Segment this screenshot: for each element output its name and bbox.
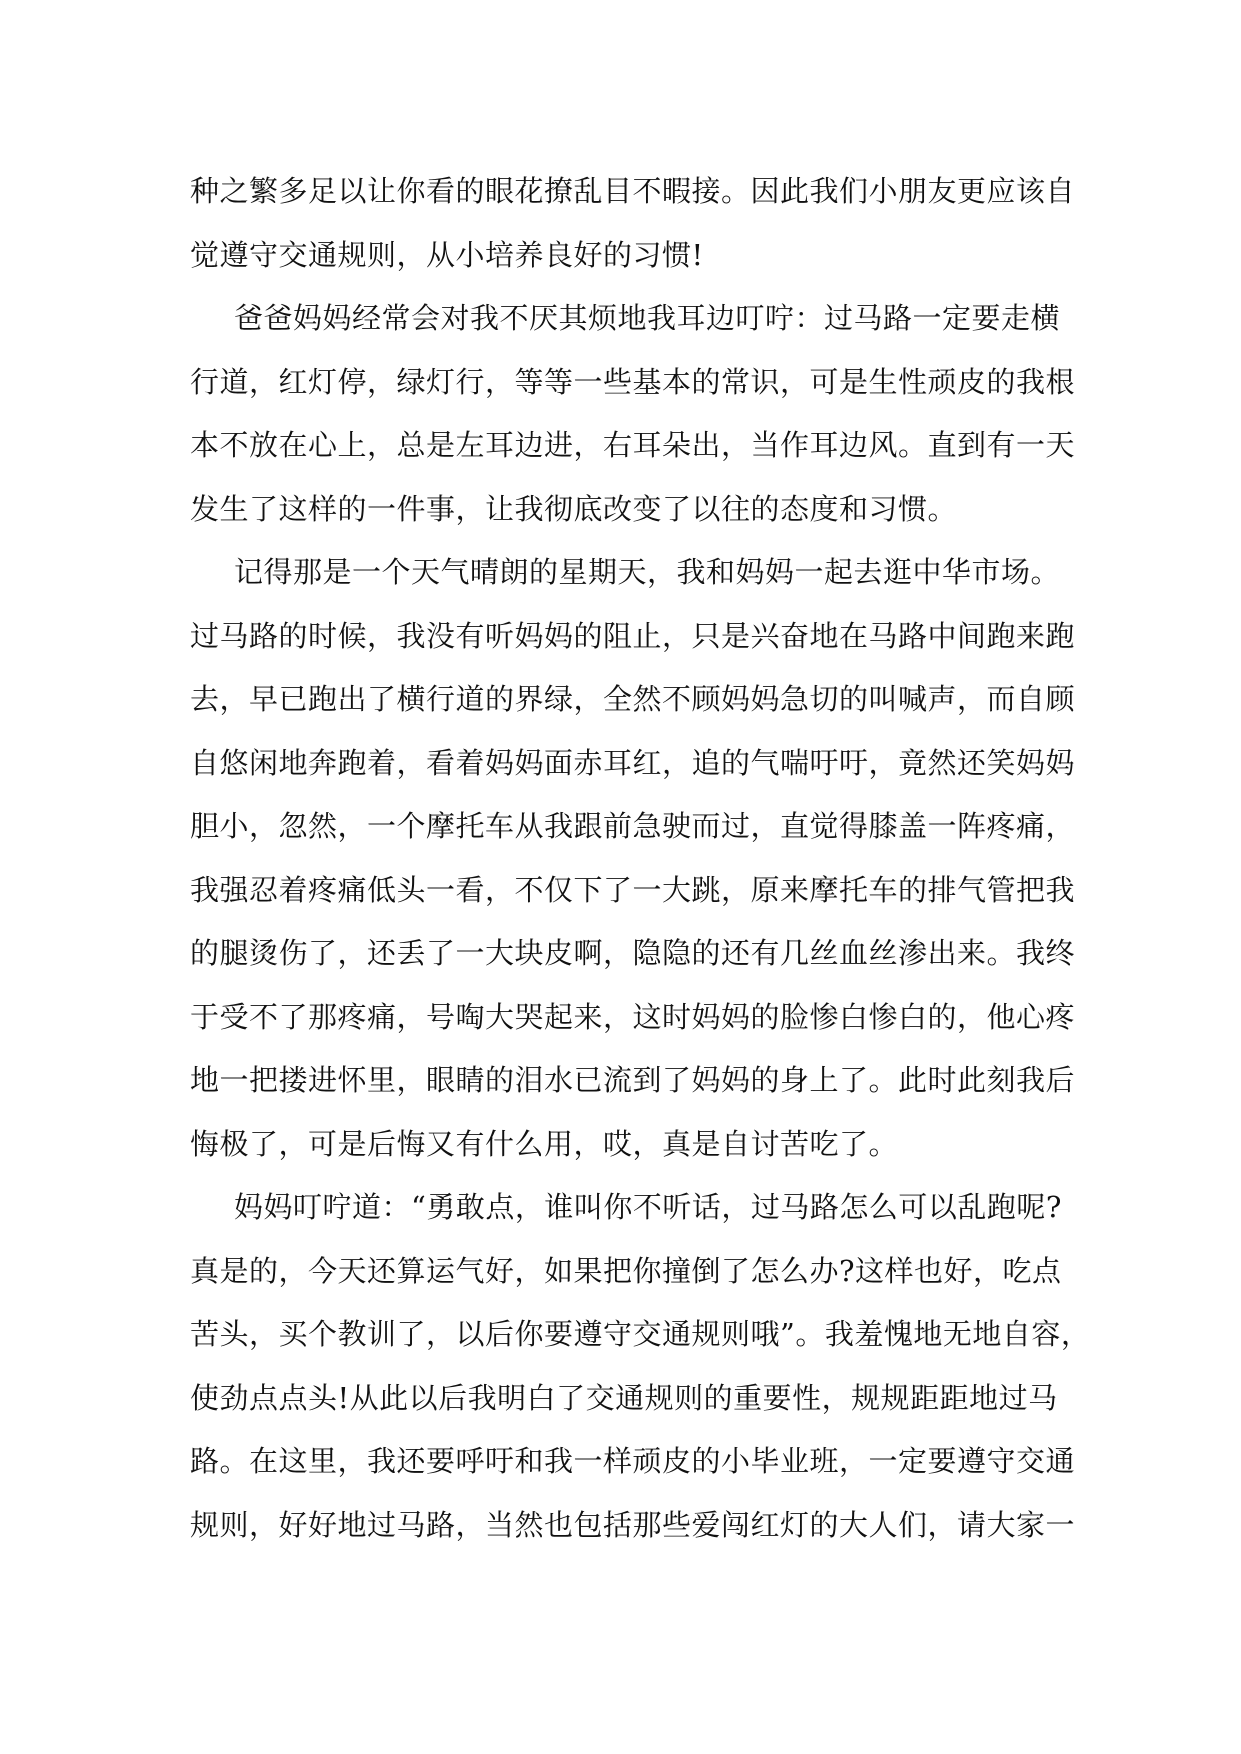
- text-line-18: 真是的，今天还算运气好，如果把你撞倒了怎么办?这样也好，吃点: [190, 1253, 1062, 1288]
- text-line-9: 去，早已跑出了横行道的界绿，全然不顾妈妈急切的叫喊声，而自顾: [190, 682, 1076, 716]
- text-line-13: 的腿烫伤了，还丢了一大块皮啊，隐隐的还有几丝血丝渗出来。我终: [190, 936, 1076, 970]
- text-line-4: 行道，红灯停，绿灯行，等等一些基本的常识，可是生性顽皮的我根: [190, 364, 1076, 399]
- text-line-2: 觉遵守交通规则，从小培养良好的习惯!: [190, 237, 704, 272]
- text-line-5: 本不放在心上，总是左耳边进，右耳朵出，当作耳边风。直到有一天: [190, 428, 1076, 462]
- text-line-17: 妈妈叮咛道：“勇敢点，谁叫你不听话，过马路怎么可以乱跑呢?: [234, 1190, 1062, 1224]
- text-line-14: 于受不了那疼痛，号啕大哭起来，这时妈妈的脸惨白惨白的，他心疼: [190, 999, 1076, 1034]
- text-line-7: 记得那是一个天气晴朗的星期天，我和妈妈一起去逛中华市场。: [234, 555, 1061, 589]
- document-body: [190, 160, 1091, 1557]
- text-line-3: 爸爸妈妈经常会对我不厌其烦地我耳边叮咛：过马路一定要走横: [234, 301, 1061, 335]
- text-line-20: 使劲点点头!从此以后我明白了交通规则的重要性，规规距距地过马: [190, 1380, 1058, 1415]
- text-line-19: 苦头，买个教训了，以后你要遵守交通规则哦”。我羞愧地无地自容，: [190, 1317, 1091, 1351]
- text-line-21: 路。在这里，我还要呼吁和我一样顽皮的小毕业班，一定要遵守交通: [190, 1444, 1076, 1478]
- text-line-22: 规则，好好地过马路，当然也包括那些爱闯红灯的大人们，请大家一: [190, 1507, 1076, 1542]
- text-line-10: 自悠闲地奔跑着，看着妈妈面赤耳红，追的气喘吁吁，竟然还笑妈妈: [190, 745, 1076, 780]
- text-line-15: 地一把搂进怀里，眼睛的泪水已流到了妈妈的身上了。此时此刻我后: [190, 1063, 1076, 1097]
- text-line-1: 种之繁多足以让你看的眼花撩乱目不暇接。因此我们小朋友更应该自: [190, 174, 1076, 208]
- text-line-11: 胆小，忽然，一个摩托车从我跟前急驶而过，直觉得膝盖一阵疼痛，: [190, 809, 1076, 843]
- text-line-8: 过马路的时候，我没有听妈妈的阻止，只是兴奋地在马路中间跑来跑: [190, 618, 1076, 653]
- text-line-12: 我强忍着疼痛低头一看，不仅下了一大跳，原来摩托车的排气管把我: [190, 872, 1076, 907]
- text-line-6: 发生了这样的一件事，让我彻底改变了以往的态度和习惯。: [190, 491, 958, 526]
- text-line-16: 悔极了，可是后悔又有什么用，哎，真是自讨苦吃了。: [190, 1126, 899, 1161]
